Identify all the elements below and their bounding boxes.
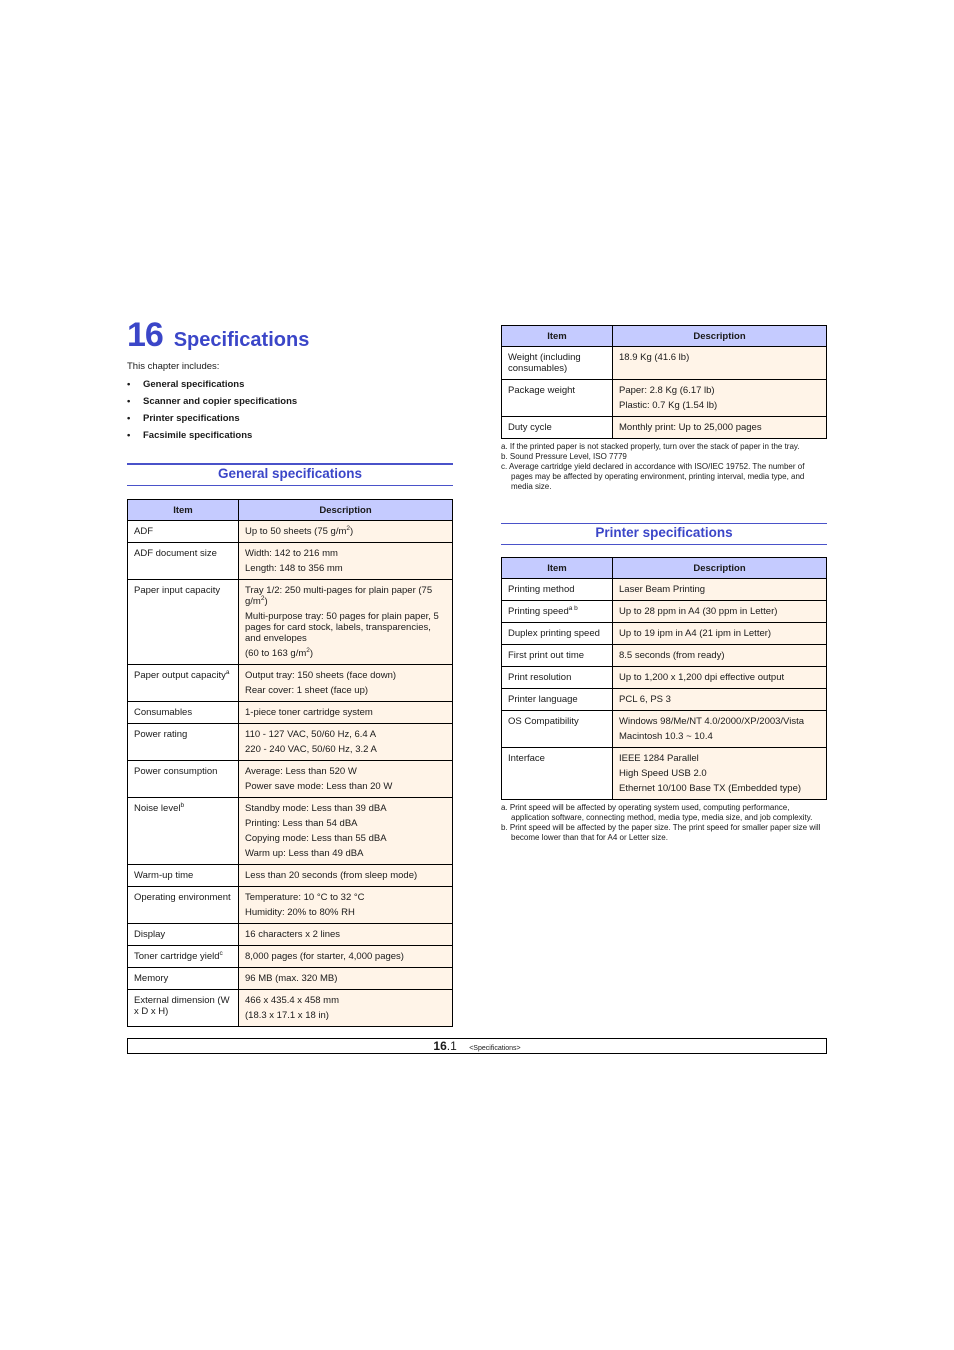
table-row — [502, 623, 827, 645]
item-label: Display — [134, 929, 166, 940]
table-row — [128, 865, 453, 887]
item-cell — [502, 711, 613, 748]
intro-text: This chapter includes: — [127, 361, 220, 372]
printer-table-body — [502, 579, 827, 800]
table-row — [502, 579, 827, 601]
general-specifications-table — [127, 499, 453, 1027]
item-cell — [128, 761, 239, 798]
description-line — [619, 672, 820, 683]
item-cell — [502, 667, 613, 689]
item-label: Printer language — [508, 694, 578, 705]
description-text: High Speed USB 2.0 — [619, 768, 707, 779]
description-line — [245, 951, 446, 962]
item-label: Weight (including consumables) — [508, 352, 581, 374]
description-cell — [613, 601, 827, 623]
description-line — [619, 385, 820, 396]
description-line — [619, 694, 820, 705]
item-cell — [128, 702, 239, 724]
description-text: Plastic: 0.7 Kg (1.54 lb) — [619, 400, 718, 411]
description-line — [245, 833, 446, 844]
description-line — [245, 892, 446, 903]
item-label: Power rating — [134, 729, 188, 740]
right-column — [501, 325, 827, 843]
description-text: Multi-purpose tray: 50 pages for plain paper, 5 pages for card stock, labels, transparencies, and envelopes — [245, 611, 439, 644]
description-text: Humidity: 20% to 80% RH — [245, 907, 355, 918]
description-text: Up to 1,200 x 1,200 dpi effective output — [619, 672, 785, 683]
footer-chapter-name: <Specifications> — [469, 1045, 521, 1052]
description-text: 220 - 240 VAC, 50/60 Hz, 3.2 A — [245, 744, 377, 755]
description-text: IEEE 1284 Parallel — [619, 753, 699, 764]
chapter-name: Specifications — [173, 329, 310, 351]
column-header-description: Description — [239, 500, 453, 521]
description-line — [245, 670, 446, 681]
description-line — [245, 729, 446, 740]
item-label: Duty cycle — [508, 422, 552, 433]
description-line — [245, 1010, 446, 1021]
description-text: Laser Beam Printing — [619, 584, 706, 595]
description-line — [245, 929, 446, 940]
description-cell — [239, 580, 453, 665]
item-label: Package weight — [508, 385, 576, 396]
description-text: Power save mode: Less than 20 W — [245, 781, 393, 792]
item-label: Noise level — [134, 803, 181, 814]
item-label: Paper input capacity — [134, 585, 221, 596]
item-label: Printing method — [508, 584, 575, 595]
chapter-number: 16 — [127, 316, 163, 354]
item-cell — [502, 748, 613, 800]
table-row — [502, 645, 827, 667]
description-text: Ethernet 10/100 Base TX (Embedded type) — [619, 783, 802, 794]
description-cell — [613, 667, 827, 689]
description-text: Monthly print: Up to 25,000 pages — [619, 422, 762, 433]
superscript: 2 — [346, 524, 351, 532]
description-cell — [239, 665, 453, 702]
description-line — [619, 650, 820, 661]
item-label: Paper output capacity — [134, 670, 226, 681]
description-line — [245, 995, 446, 1006]
item-cell — [128, 724, 239, 761]
table-row — [502, 689, 827, 711]
table-row — [128, 924, 453, 946]
footnote-marker: a — [225, 668, 230, 676]
item-label: Duplex printing speed — [508, 628, 600, 639]
footnote: a. Print speed will be affected by operating system used, computing performance, application software, connecting method, media type, media size, and job complexity. — [501, 803, 813, 822]
description-cell — [239, 968, 453, 990]
description-text: 8,000 pages (for starter, 4,000 pages) — [245, 951, 404, 962]
item-cell — [502, 601, 613, 623]
table-row — [502, 711, 827, 748]
page-number-minor: .1 — [446, 1039, 457, 1053]
table-row — [128, 990, 453, 1027]
printer-specifications-heading: Printer specifications — [501, 523, 827, 545]
description-text: (60 to 163 g/m — [245, 648, 307, 659]
description-text: Less than 20 seconds (from sleep mode) — [245, 870, 418, 881]
description-cell — [613, 645, 827, 667]
column-header-item: Item — [128, 500, 239, 521]
description-line — [245, 781, 446, 792]
description-line — [245, 818, 446, 829]
footnote: b. Print speed will be affected by the paper size. The print speed for smaller paper size will become lower than that for A4 or Letter size. — [501, 823, 821, 842]
description-text: 16 characters x 2 lines — [245, 929, 341, 940]
description-line — [619, 400, 820, 411]
description-line — [619, 783, 820, 794]
table-row — [128, 543, 453, 580]
table-row — [502, 380, 827, 417]
list-item[interactable]: • Printer specifications — [127, 413, 453, 424]
description-cell — [613, 711, 827, 748]
general-specifications-continued-table — [501, 325, 827, 439]
description-text: Standby mode: Less than 39 dBA — [245, 803, 387, 814]
description-text: ) — [350, 526, 354, 537]
table-row — [128, 798, 453, 865]
item-label: External dimension (W x D x H) — [134, 995, 230, 1017]
description-line — [619, 731, 820, 742]
description-text: (18.3 x 17.1 x 18 in) — [245, 1010, 329, 1021]
description-cell — [613, 623, 827, 645]
column-header-description: Description — [613, 326, 827, 347]
left-column — [127, 318, 453, 1027]
description-line — [245, 973, 446, 984]
description-cell — [239, 798, 453, 865]
description-cell — [613, 347, 827, 380]
description-text: 466 x 435.4 x 458 mm — [245, 995, 339, 1006]
item-cell — [128, 887, 239, 924]
footnote: a. If the printed paper is not stacked properly, turn over the stack of paper in the tray. — [501, 442, 800, 451]
description-text: Tray 1/2: 250 multi-pages for plain paper (75 g/m — [245, 585, 433, 607]
table-row — [502, 417, 827, 439]
description-line — [245, 648, 446, 659]
description-cell — [239, 521, 453, 543]
item-cell — [502, 623, 613, 645]
description-line — [619, 768, 820, 779]
chapter-title — [127, 318, 453, 352]
table-row — [128, 580, 453, 665]
description-cell — [239, 990, 453, 1027]
table-row — [502, 748, 827, 800]
description-text: ) — [264, 596, 268, 607]
description-line — [619, 628, 820, 639]
description-text: Up to 19 ipm in A4 (21 ipm in Letter) — [619, 628, 772, 639]
description-text: Paper: 2.8 Kg (6.17 lb) — [619, 385, 715, 396]
item-cell — [128, 968, 239, 990]
item-label: Print resolution — [508, 672, 572, 683]
description-line — [245, 548, 446, 559]
description-text: 18.9 Kg (41.6 lb) — [619, 352, 690, 363]
table-header-row — [502, 558, 827, 579]
description-text: Warm up: Less than 49 dBA — [245, 848, 364, 859]
description-line — [245, 563, 446, 574]
description-line — [245, 685, 446, 696]
footnote: b. Sound Pressure Level, ISO 7779 — [501, 452, 627, 461]
description-text: Up to 50 sheets (75 g/m — [245, 526, 347, 537]
description-cell — [613, 417, 827, 439]
description-line — [245, 766, 446, 777]
general-specifications-heading: General specifications — [127, 463, 453, 486]
description-text: Macintosh 10.3 ~ 10.4 — [619, 731, 713, 742]
description-text: Rear cover: 1 sheet (face up) — [245, 685, 369, 696]
column-header-item: Item — [502, 558, 613, 579]
item-label: OS Compatibility — [508, 716, 579, 727]
table-row — [502, 347, 827, 380]
item-cell — [502, 645, 613, 667]
footnote: c. Average cartridge yield declared in accordance with ISO/IEC 19752. The number of pages may be affected by operating environment, printing interval, media type, and media size. — [501, 462, 805, 491]
general-footnotes — [501, 442, 827, 492]
description-cell — [613, 380, 827, 417]
description-line — [245, 585, 446, 607]
general-table-body — [128, 521, 453, 1027]
description-line — [619, 422, 820, 433]
description-line — [245, 870, 446, 881]
item-label: Consumables — [134, 707, 193, 718]
item-label: Memory — [134, 973, 169, 984]
description-line — [245, 526, 446, 537]
description-line — [619, 716, 820, 727]
item-label: Warm-up time — [134, 870, 194, 881]
item-label: Interface — [508, 753, 545, 764]
description-line — [619, 753, 820, 764]
description-text: 8.5 seconds (from ready) — [619, 650, 725, 661]
table-row — [128, 665, 453, 702]
printer-specifications-table — [501, 557, 827, 800]
description-text: Copying mode: Less than 55 dBA — [245, 833, 387, 844]
description-text: 96 MB (max. 320 MB) — [245, 973, 338, 984]
description-line — [619, 584, 820, 595]
description-text: Output tray: 150 sheets (face down) — [245, 670, 397, 681]
chapter-contents-list — [127, 379, 453, 441]
item-label: Printing speed — [508, 606, 569, 617]
footnote-marker: c — [219, 949, 223, 957]
description-line — [245, 803, 446, 814]
item-label: ADF document size — [134, 548, 217, 559]
item-label: First print out time — [508, 650, 585, 661]
table-row — [502, 667, 827, 689]
item-cell — [128, 543, 239, 580]
item-label: ADF — [134, 526, 153, 537]
item-cell — [128, 580, 239, 665]
item-cell — [128, 924, 239, 946]
table-row — [502, 601, 827, 623]
item-cell — [502, 347, 613, 380]
description-cell — [239, 724, 453, 761]
table-row — [128, 702, 453, 724]
item-label: Toner cartridge yield — [134, 951, 220, 962]
table-header-row — [502, 326, 827, 347]
item-cell — [128, 798, 239, 865]
description-text: Temperature: 10 °C to 32 °C — [245, 892, 365, 903]
description-cell — [613, 689, 827, 711]
description-cell — [613, 579, 827, 601]
description-text: Average: Less than 520 W — [245, 766, 357, 777]
description-cell — [239, 543, 453, 580]
footnote-marker: b — [180, 801, 185, 809]
table-header-row — [128, 500, 453, 521]
page-footer — [127, 1038, 827, 1054]
item-label: Power consumption — [134, 766, 218, 777]
table-row — [128, 887, 453, 924]
description-line — [245, 907, 446, 918]
printer-footnotes — [501, 803, 827, 843]
table-row — [128, 968, 453, 990]
item-cell — [502, 689, 613, 711]
list-item[interactable]: • Scanner and copier specifications — [127, 396, 453, 407]
description-line — [619, 352, 820, 363]
item-cell — [502, 380, 613, 417]
item-cell — [502, 579, 613, 601]
item-cell — [128, 521, 239, 543]
list-item[interactable]: • Facsimile specifications — [127, 430, 453, 441]
description-cell — [239, 702, 453, 724]
description-text: Windows 98/Me/NT 4.0/2000/XP/2003/Vista — [619, 716, 805, 727]
table-row — [128, 724, 453, 761]
description-line — [245, 744, 446, 755]
description-text: Length: 148 to 356 mm — [245, 563, 343, 574]
description-cell — [613, 748, 827, 800]
description-cell — [239, 761, 453, 798]
column-header-item: Item — [502, 326, 613, 347]
list-item[interactable]: • General specifications — [127, 379, 453, 390]
table-row — [128, 946, 453, 968]
description-text: Up to 28 ppm in A4 (30 ppm in Letter) — [619, 606, 778, 617]
item-cell — [128, 946, 239, 968]
description-cell — [239, 865, 453, 887]
description-text: PCL 6, PS 3 — [619, 694, 671, 705]
description-cell — [239, 946, 453, 968]
description-text: 110 - 127 VAC, 50/60 Hz, 6.4 A — [245, 729, 377, 740]
description-text: Printing: Less than 54 dBA — [245, 818, 358, 829]
table-row — [128, 521, 453, 543]
description-line — [245, 611, 446, 644]
item-label: Operating environment — [134, 892, 231, 903]
superscript: 2 — [306, 646, 310, 654]
item-cell — [128, 865, 239, 887]
description-line — [245, 707, 446, 718]
item-cell — [128, 990, 239, 1027]
general-continued-table-body — [502, 347, 827, 439]
description-cell — [239, 924, 453, 946]
description-line — [619, 606, 820, 617]
item-cell — [128, 665, 239, 702]
description-text: ) — [309, 648, 314, 659]
description-line — [245, 848, 446, 859]
description-text: 1-piece toner cartridge system — [245, 707, 373, 718]
description-cell — [239, 887, 453, 924]
item-cell — [502, 417, 613, 439]
column-header-description: Description — [613, 558, 827, 579]
footnote-marker: a b — [568, 604, 578, 612]
description-text: Width: 142 to 216 mm — [245, 548, 338, 559]
table-row — [128, 761, 453, 798]
superscript: 2 — [260, 594, 265, 602]
page-number-major: 16 — [433, 1039, 447, 1053]
